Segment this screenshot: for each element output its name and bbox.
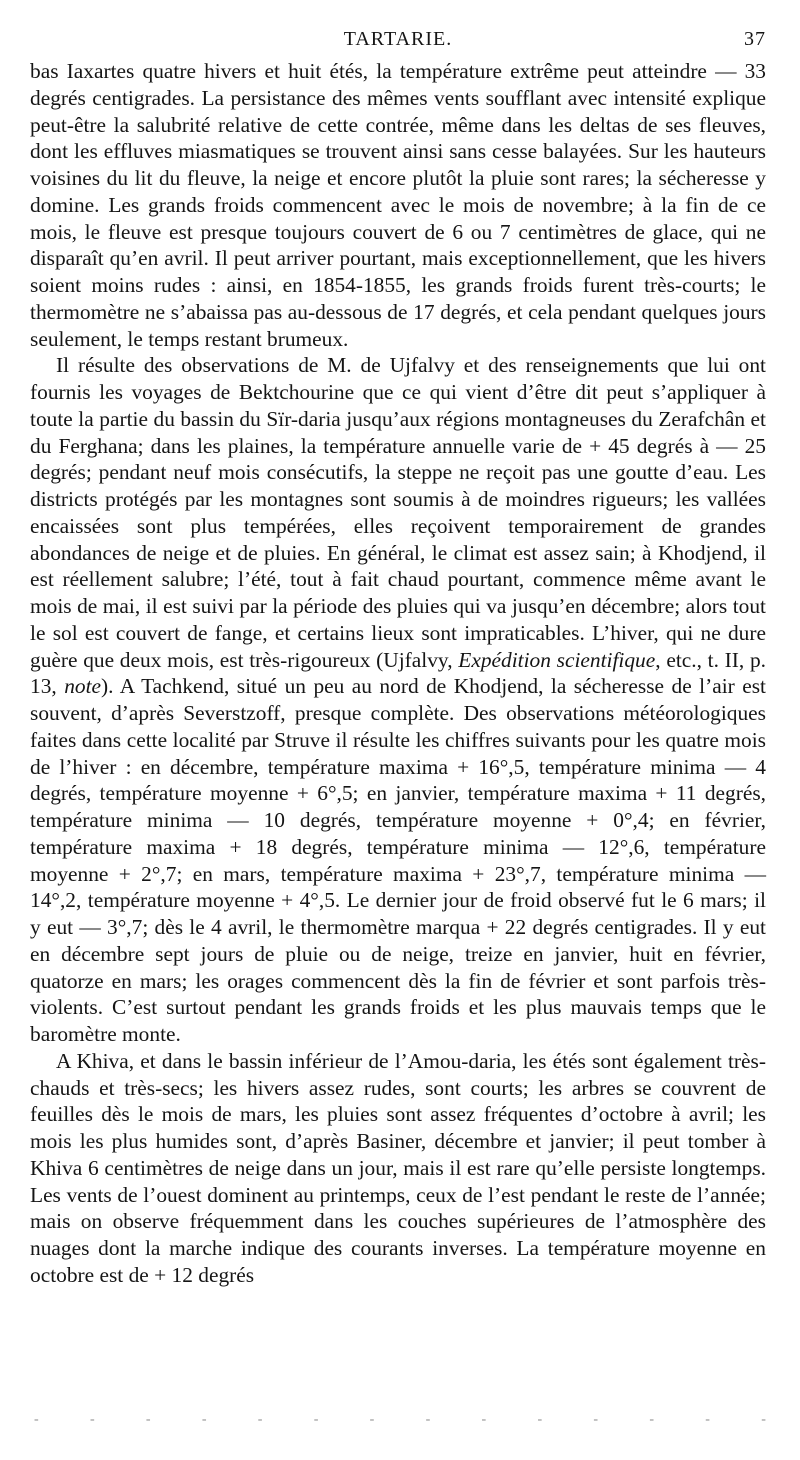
edge-mark: - bbox=[537, 1412, 543, 1427]
paragraph-2-part-3: ). A Tachkend, situé un peu au nord de Khodjend, la sécheresse de l’air est souvent, d’après Severstzoff, presque complète. Des observations météorologiques faites dans cette localité par Struve il résulte les chiffres suivants pour les quatre mois de l’hiver : en décembre, température maxima + 16°,5, température minima — 4 degrés, température moyenne + 6°,5; en janvier, température maxima + 11 degrés, température minima — 10 degrés, température moyenne + 0°,4; en février, température maxima + 18 degrés, température minima — 12°,6, température moyenne + 2°,7; en mars, température maxima + 23°,7, température minima — 14°,2, température moyenne + 4°,5. Le dernier jour de froid observé fut le 6 mars; il y eut — 3°,7; dès le 4 avril, le thermomètre marqua + 22 degrés centigrades. Il y eut en décembre sept jours de pluie ou de neige, treize en janvier, huit en février, quatorze en mars; les orages commencent dès la fin de février et sont parfois très-violents. C’est surtout pendant les grands froids et les plus mauvais temps que le baromètre monte. bbox=[30, 674, 766, 1046]
edge-mark: - bbox=[481, 1412, 487, 1427]
edge-mark: - bbox=[705, 1412, 710, 1427]
paragraph-2 bbox=[30, 352, 766, 1048]
edge-mark: - bbox=[369, 1412, 375, 1427]
italic-citation-title: Expédition scientifique bbox=[458, 647, 656, 672]
paragraph-1: bas Iaxartes quatre hivers et huit étés, la température extrême peut atteindre — 33 degrés centigrades. La persistance des mêmes vents soufflant avec intensité explique peut-être la salubrité relative de cette contrée, même dans les deltas de ses fleuves, dont les effluves miasmatiques se trouvent ainsi sans cesse balayées. Sur les hauteurs voisines du lit du fleuve, la neige et encore plutôt la pluie sont rares; la sécheresse y domine. Les grands froids commencent avec le mois de novembre; à la fin de ce mois, le fleuve est presque toujours couvert de 6 ou 7 centimètres de glace, qui ne disparaît qu’en avril. Il peut arriver pourtant, mais exceptionnellement, que les hivers soient moins rudes : ainsi, en 1854-1855, les grands froids furent très-courts; le thermomètre ne s’abaissa pas au-dessous de 17 degrés, et cela pendant quelques jours seulement, le temps restant brumeux. bbox=[30, 59, 766, 351]
edge-mark: - bbox=[761, 1412, 766, 1427]
edge-mark: - bbox=[593, 1412, 599, 1427]
running-title: TARTARIE. bbox=[343, 28, 453, 50]
paragraph-2-part-1: Il résulte des observations de M. de Ujfalvy et des renseignements que lui ont fournis les voyages de Bektchourine que ce qui vient d’être dit peut s’appliquer à toute la partie du bassin du Sïr-daria jusqu’aux régions montagneuses du Zerafchân et du Ferghana; dans les plaines, la température annuelle varie de + 45 degrés à — 25 degrés; pendant neuf mois consécutifs, la steppe ne reçoit pas une goutte d’eau. Les districts protégés par les montagnes sont soumis à de moindres rigueurs; les vallées encaissées sont plus tempérées, elles reçoivent temporairement de grandes abondances de neige et de pluies. En général, le climat est assez sain; à Khodjend, il est réellement salubre; l’été, tout à fait chaud pourtant, commence même avant le mois de mai, il est suivi par la période des pluies qui va jusqu’en décembre; alors tout le sol est couvert de fange, et certains lieux sont impraticables. L’hiver, qui ne dure guère que deux mois, est très-rigoureux (Ujfalvy, bbox=[30, 353, 766, 672]
bottom-edge-marks bbox=[34, 1412, 766, 1428]
page-number: 37 bbox=[744, 28, 766, 50]
edge-mark: - bbox=[313, 1412, 319, 1427]
page-body bbox=[30, 58, 766, 1289]
book-page bbox=[30, 28, 766, 1289]
paragraph-2-part-2: , etc., t. II, p. 13, bbox=[30, 647, 767, 699]
italic-note: note bbox=[64, 674, 102, 699]
paragraph-3: A Khiva, et dans le bassin inférieur de l’Amou-daria, les étés sont également très-chauds et très-secs; les hivers assez rudes, sont courts; les arbres se couvrent de feuilles dès le mois de mars, les pluies sont assez fréquentes d’octobre à avril; les mois les plus humides sont, d’après Basiner, décembre et janvier; il peut tomber à Khiva 6 centimètres de neige dans un jour, mais il est rare qu’elle persiste longtemps. Les vents de l’ouest dominent au printemps, ceux de l’est pendant le reste de l’année; mais on observe fréquemment dans les couches supérieures de l’atmosphère des nuages dont la marche indique des courants inverses. La température moyenne en octobre est de + 12 degrés bbox=[30, 1048, 766, 1287]
edge-mark: - bbox=[89, 1412, 95, 1427]
edge-mark: - bbox=[201, 1412, 207, 1427]
edge-mark: - bbox=[425, 1412, 431, 1427]
edge-mark: - bbox=[145, 1412, 151, 1427]
page-header bbox=[30, 28, 766, 58]
edge-mark: - bbox=[34, 1412, 39, 1427]
edge-mark: - bbox=[257, 1412, 263, 1427]
edge-mark: - bbox=[649, 1412, 654, 1427]
